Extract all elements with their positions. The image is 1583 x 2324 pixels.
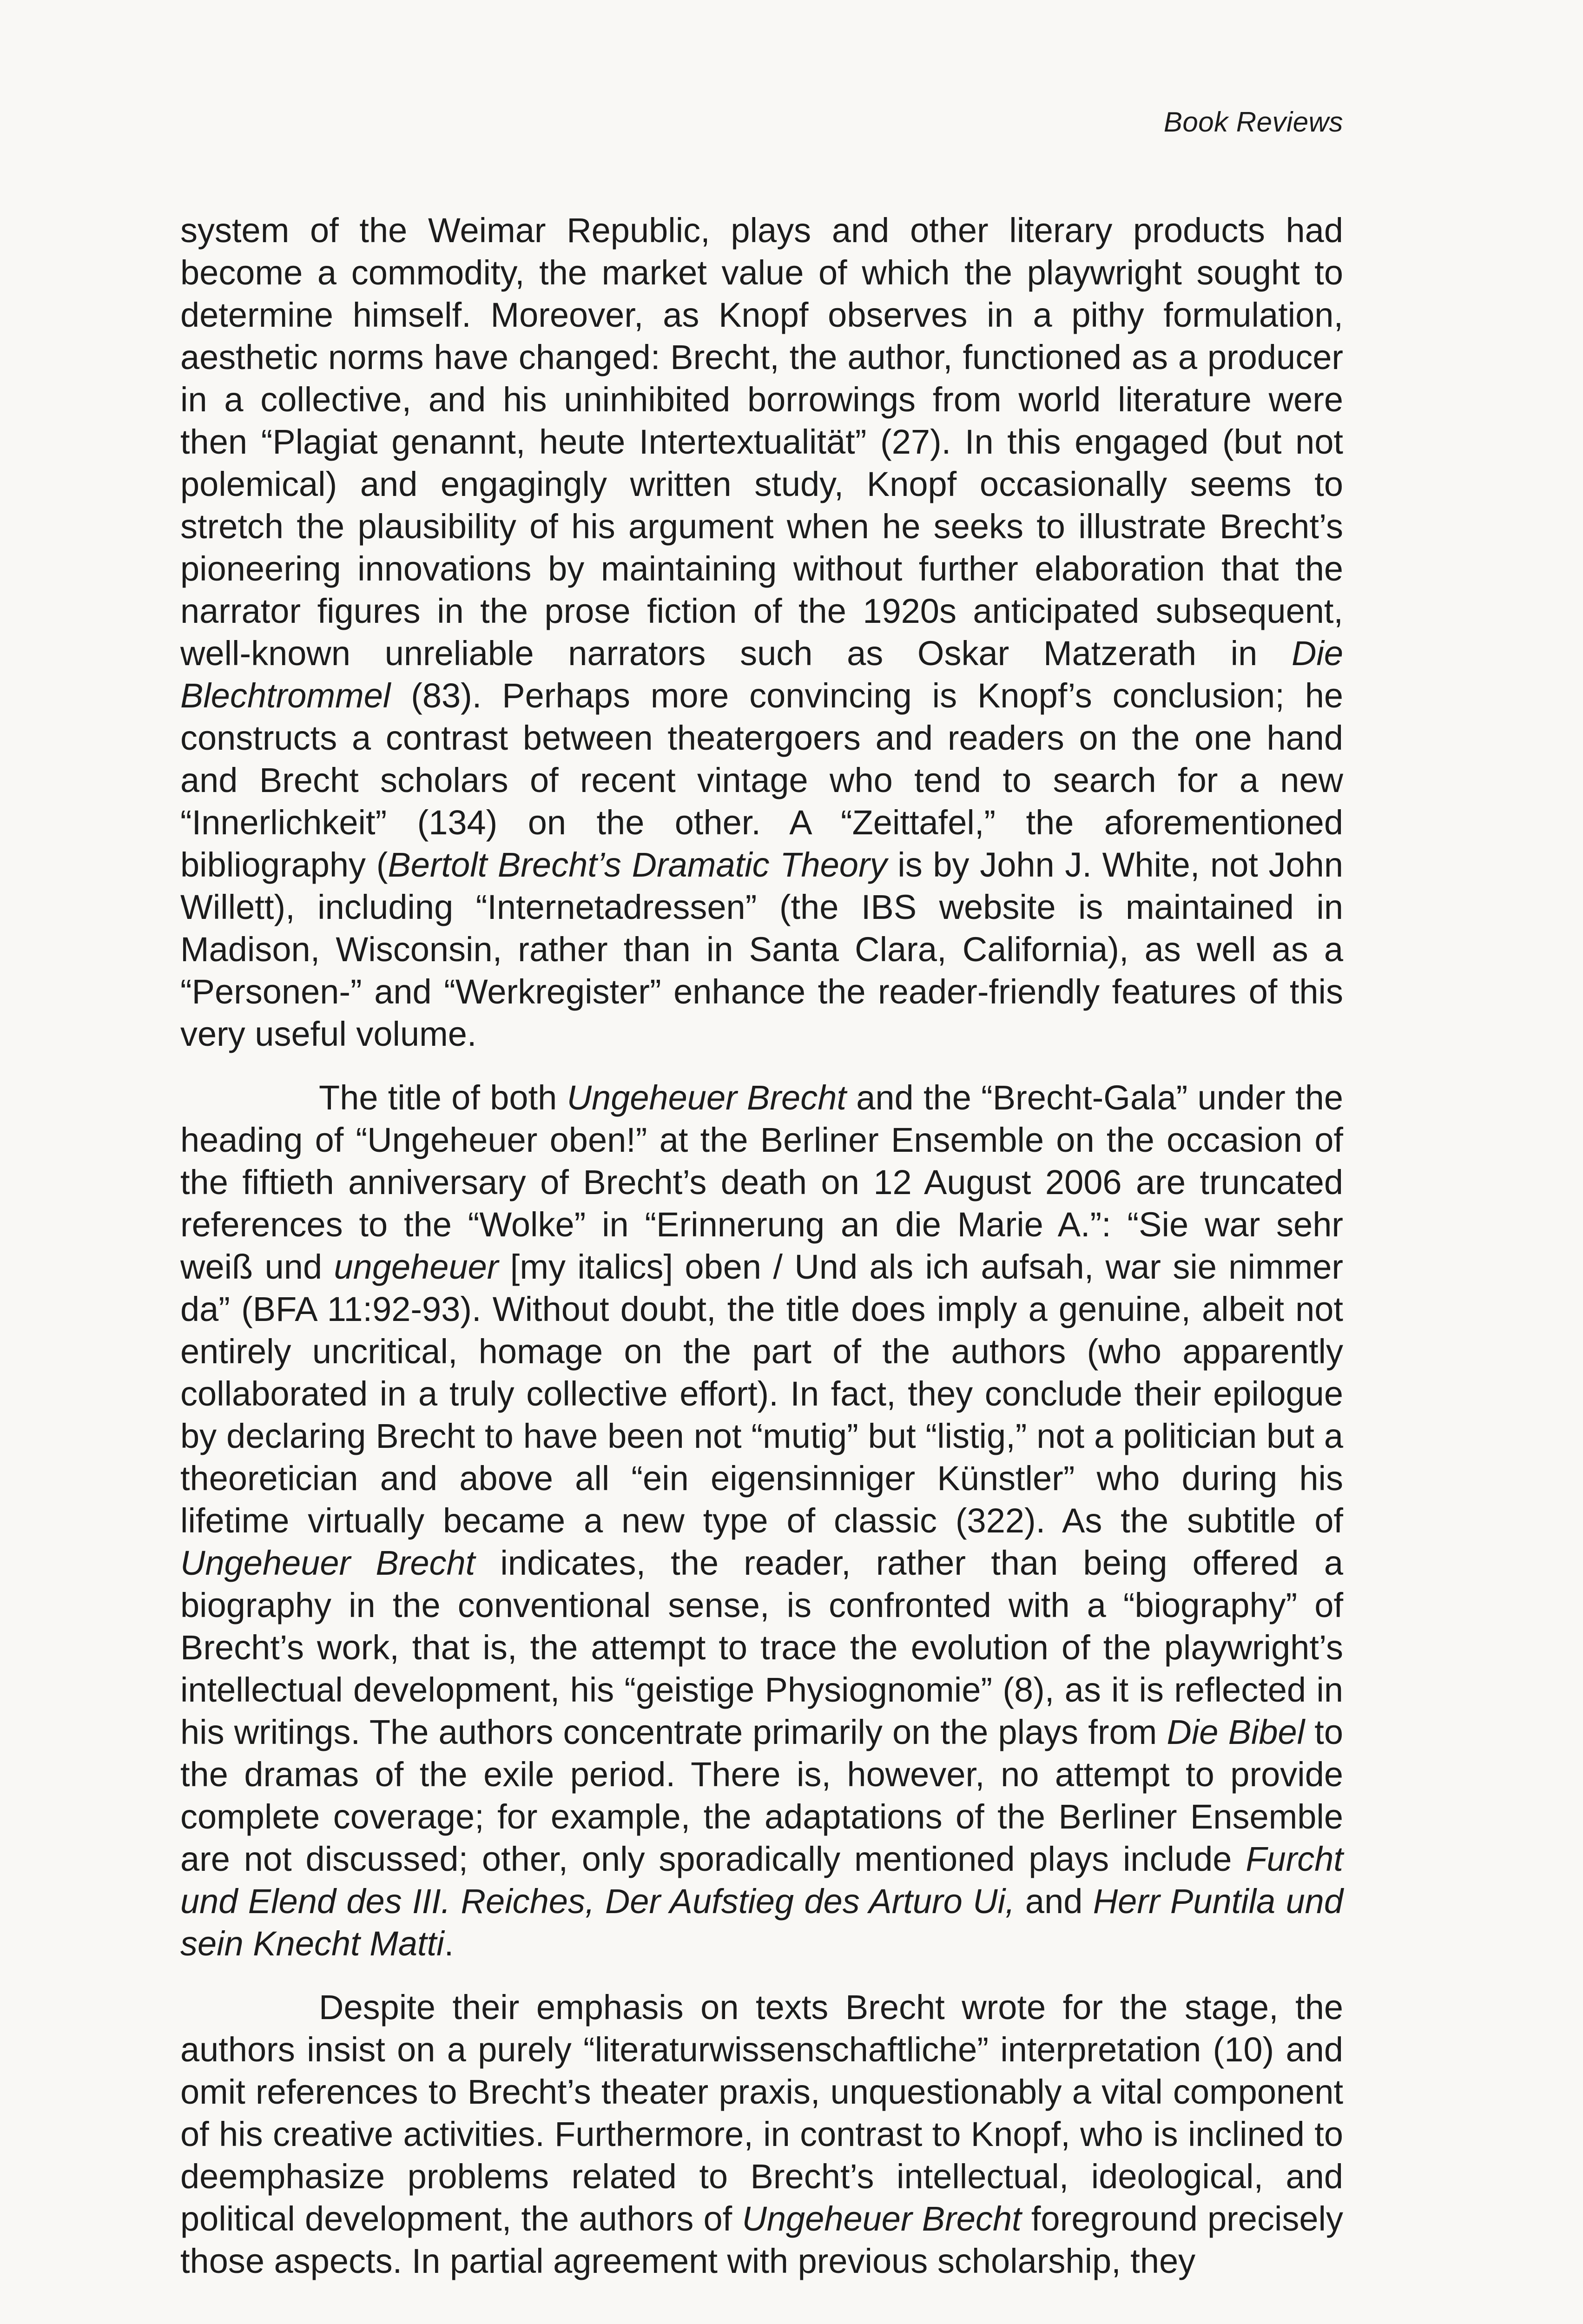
paragraph-3 (180, 1986, 1343, 2282)
text-run: system of the Weimar Republic, plays and other literary products had become a commodity, the market value of which the playwright sought to determine himself. Moreover, as Knopf observes in a pithy formulation, aesthetic norms have changed: Brecht, the author, functioned as a producer in a collective, and his uninhibited borrowings from world literature were then “Plagiat genannt, heute Intertextualität” (27). In this engaged (but not polemical) and engagingly written study, Knopf occasionally seems to stretch the plausibility of his argument when he seeks to illustrate Brecht’s pioneering innovations by maintaining without further elaboration that the narrator figures in the prose fiction of the 1920s anticipated subsequent, well-known unreliable narrators such as Oskar Matzerath in (180, 211, 1343, 673)
italic-title-run: Furcht und Elend des III. Reiches, Der Aufstieg des Arturo Ui, (180, 1840, 1343, 1921)
text-run: The title of both (319, 1078, 567, 1117)
text-run: [my italics] oben / Und als ich aufsah, war sie nimmer da” (BFA 11:92-93). Without doubt, the title does imply a genuine, albeit not entirely uncritical, homage on the part of the authors (who apparently collaborated in a truly collective effort). In fact, they conclude their epilogue by declaring Brecht to have been not “mutig” but “listig,” not a politician but a theoretician and above all “ein eigensinniger Künstler” who during his lifetime virtually became a new type of classic (322). As the subtitle of (180, 1248, 1343, 1540)
italic-title-run: Herr Puntila und sein Knecht Matti (180, 1882, 1343, 1963)
text-run: Despite their emphasis on texts Brecht wrote for the stage, the authors insist on a purely “literaturwissenschaftliche” interpretation (10) and omit references to Brecht’s theater praxis, unquestionably a vital component of his creative activities. Furthermore, in contrast to Knopf, who is inclined to deemphasize problems related to Brecht’s intellectual, ideological, and political development, the authors of (180, 1988, 1343, 2238)
text-run: to the dramas of the exile period. There is, however, no attempt to provide complete coverage; for example, the adaptations of the Berliner Ensemble are not discussed; other, only sporadically mentioned plays include (180, 1713, 1343, 1878)
text-run: is by John J. White, not John Willett), including “Internetadressen” (the IBS website is maintained in Madison, Wisconsin, rather than in Santa Clara, California), as well as a “Personen-” and “Werkregister” enhance the reader-friendly features of this very useful volume. (180, 845, 1343, 1053)
text-run: foreground precisely those aspects. In partial agreement with previous scholarship, they (180, 2199, 1343, 2280)
running-head: Book Reviews (1163, 106, 1343, 138)
italic-title-run: Bertolt Brecht’s Dramatic Theory (388, 845, 887, 884)
review-body (180, 209, 1343, 2282)
italic-title-run: ungeheuer (334, 1248, 499, 1286)
italic-title-run: Die Blechtrommel (180, 634, 1343, 715)
paragraph-1 (180, 209, 1343, 1055)
paragraph-2 (180, 1076, 1343, 1965)
italic-title-run: Die Bibel (1167, 1713, 1305, 1751)
text-run: and (1015, 1882, 1093, 1921)
text-run: (83). Perhaps more convincing is Knopf’s conclusion; he constructs a contrast between theatergoers and readers on the one hand and Brecht scholars of recent vintage who tend to search for a new “Innerlichkeit” (134) on the other. A “Zeittafel,” the aforementioned bibliography ( (180, 676, 1343, 884)
text-run: . (444, 1924, 454, 1963)
italic-title-run: Ungeheuer Brecht (180, 1544, 475, 1582)
italic-title-run: Ungeheuer Brecht (742, 2199, 1022, 2238)
italic-title-run: Ungeheuer Brecht (567, 1078, 846, 1117)
text-run: and the “Brecht-Gala” under the heading of “Ungeheuer oben!” at the Berliner Ensemble on the occasion of the fiftieth anniversary of Brecht’s death on 12 August 2006 are truncated references to the “Wolke” in “Erinnerung an die Marie A.”: “Sie war sehr weiß und (180, 1078, 1343, 1286)
text-run: indicates, the reader, rather than being offered a biography in the conventional sense, is confronted with a “biography” of Brecht’s work, that is, the attempt to trace the evolution of the playwright’s intellectual development, his “geistige Physiognomie” (8), as it is reflected in his writings. The authors concentrate primarily on the plays from (180, 1544, 1344, 1751)
